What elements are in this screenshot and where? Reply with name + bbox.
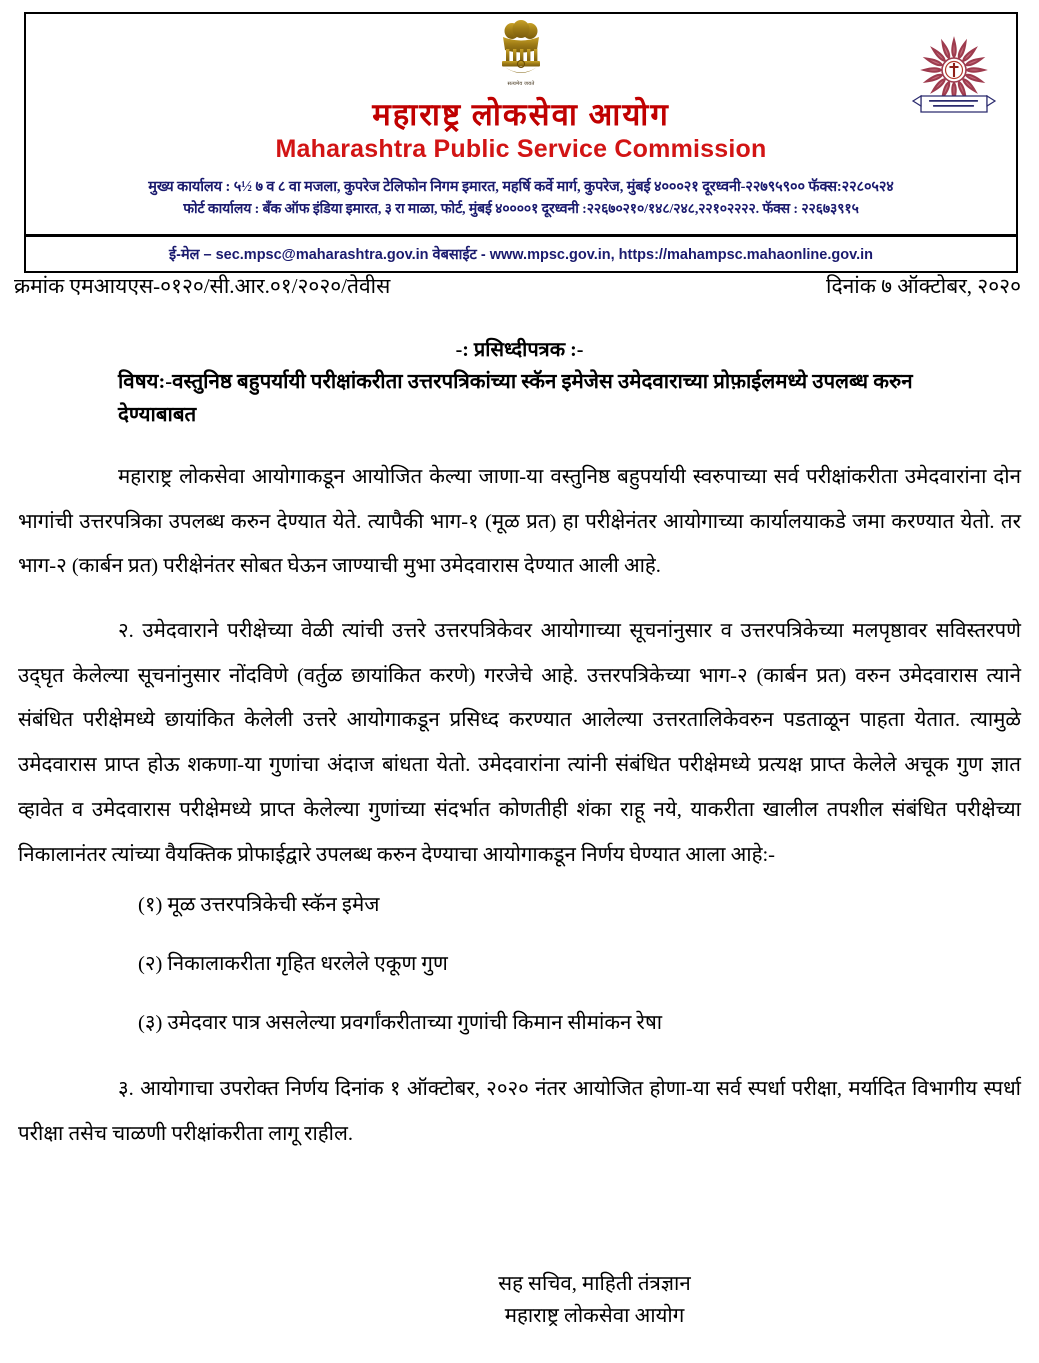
emblem-motto-text: सत्यमेव जयते <box>507 81 535 87</box>
org-name-english: Maharashtra Public Service Commission <box>275 134 767 163</box>
paragraph-3: ३. आयोगाचा उपरोक्त निर्णय दिनांक १ ऑक्टोबर, २०२० नंतर आयोजित होणा-या सर्व स्पर्धा परीक्षा, मर्यादित विभागीय स्पर्धा परीक्षा तसेच चाळणी परीक्षांकरीता लागू राहील. <box>18 1078 1021 1146</box>
ashoka-lion-capital-emblem <box>490 20 552 94</box>
mpsc-sunburst-logo <box>908 32 1000 124</box>
document-date: दिनांक ७ ऑक्टोबर, २०२० <box>826 274 1021 298</box>
list-item: (२) निकालाकरीता गृहित धरलेले एकूण गुण <box>138 952 448 975</box>
org-name-marathi: महाराष्ट्र लोकसेवा आयोग <box>372 97 670 132</box>
reference-number: क्रमांक एमआयएस-०१२०/सी.आर.०१/२०२०/तेवीस <box>14 274 391 298</box>
list-item: (३) उमेदवार पात्र असलेल्या प्रवर्गांकरीताच्या गुणांची किमान सीमांकन रेषा <box>138 1011 663 1034</box>
contact-line: ई-मेल – sec.mpsc@maharashtra.gov.in वेबसाईट - www.mpsc.gov.in, https://mahampsc.mahaonline.gov.in <box>169 246 873 263</box>
office-addresses <box>32 176 1010 228</box>
letterhead-main <box>26 14 1016 232</box>
organization-names <box>32 98 1010 164</box>
fort-office-address: फोर्ट कार्यालय : बँक ऑफ इंडिया इमारत, ३ रा माळा, फोर्ट, मुंबई ४००००१ दूरध्वनी :२२६७०२१०/१४८/२४८,२२१०२२२२. फॅक्स : २२६७३९१५ <box>183 202 859 218</box>
list-item: (१) मूळ उत्तरपत्रिकेची स्कॅन इमेज <box>138 894 380 917</box>
press-note-heading: -: प्रसिध्दीपत्रक :- <box>455 339 584 361</box>
document-body <box>18 455 1021 1177</box>
paragraph-2: २. उमेदवाराने परीक्षेच्या वेळी त्यांची उत्तरे उत्तरपत्रिकेवर आयोगाच्या सूचनांनुसार व उत्तरपत्रिकेच्या मलपृष्ठावर सविस्तरपणे उद्‌घृत केलेल्या सूचनांनुसार नोंदविणे (वर्तुळ छायांकित करणे) गरजेचे आहे. उत्तरपत्रिकेच्या भाग-२ (कार्बन प्रत) वरुन उमेदवारास त्याने संबंधित परीक्षेमध्ये छायांकित केलेली उत्तरे आयोगाकडून प्रसिध्द करण्यात आलेल्या उत्तरतालिकेवरुन पडताळून पाहता येतात. त्यामुळे उमेदवारास प्राप्त होऊ शकणा-या गुणांचा अंदाज बांधता येतो. उमेदवारांना त्यांनी संबंधित परीक्षेमध्ये प्रत्यक्ष प्राप्त केलेले अचूक गुण ज्ञात व्हावेत व उमेदवारास परीक्षेमध्ये प्राप्त केलेल्या गुणांच्या संदर्भात कोणतीही शंका राहू नये, याकरीता खालील तपशील संबंधित परीक्षेच्या निकालानंतर त्यांच्या वैयक्तिक प्रोफाईद्वारे उपलब्ध करुन देण्याचा आयोगाकडून निर्णय घेण्यात आला आहे:- <box>18 620 1021 866</box>
signatory-designation: सह सचिव, माहिती तंत्रज्ञान <box>498 1273 691 1295</box>
signatory-organization: महाराष्ट्र लोकसेवा आयोग <box>504 1305 685 1328</box>
detail-list <box>18 891 1021 1038</box>
paragraph-1: महाराष्ट्र लोकसेवा आयोगाकडून आयोजित केल्या जाणा-या वस्तुनिष्ठ बहुपर्यायी स्वरुपाच्या सर्व परीक्षांकरीता उमेदवारांना दोन भागांची उत्तरपत्रिका उपलब्ध करुन देण्यात येते. त्यापैकी भाग-१ (मूळ प्रत) हा परीक्षेनंतर आयोगाच्या कार्यालयाकडे जमा करण्यात येतो. तर भाग-२ (कार्बन प्रत) परीक्षेनंतर सोबत घेऊन जाण्याची मुभा उमेदवारास देण्यात आली आहे. <box>18 466 1021 578</box>
reference-row <box>14 272 1021 300</box>
signature-block <box>0 1268 1039 1333</box>
letterhead-header <box>24 12 1018 273</box>
subject-line: विषय:-वस्तुनिष्ठ बहुपर्यायी परीक्षांकरीता उत्तरपत्रिकांच्या स्कॅन इमेजेस उमेदवाराच्या प्रोफ़ाईलमध्ये उपलब्ध करुन देण्याबाबत <box>118 371 913 427</box>
head-office-address: मुख्य कार्यालय : ५½ ७ व ८ वा मजला, कुपरेज टेलिफोन निगम इमारत, महर्षि कर्वे मार्ग, कुपरेज, मुंबई ४०००२१ दूरध्वनी-२२७९५९०० फॅक्स:२२८०५२४ <box>148 178 894 195</box>
